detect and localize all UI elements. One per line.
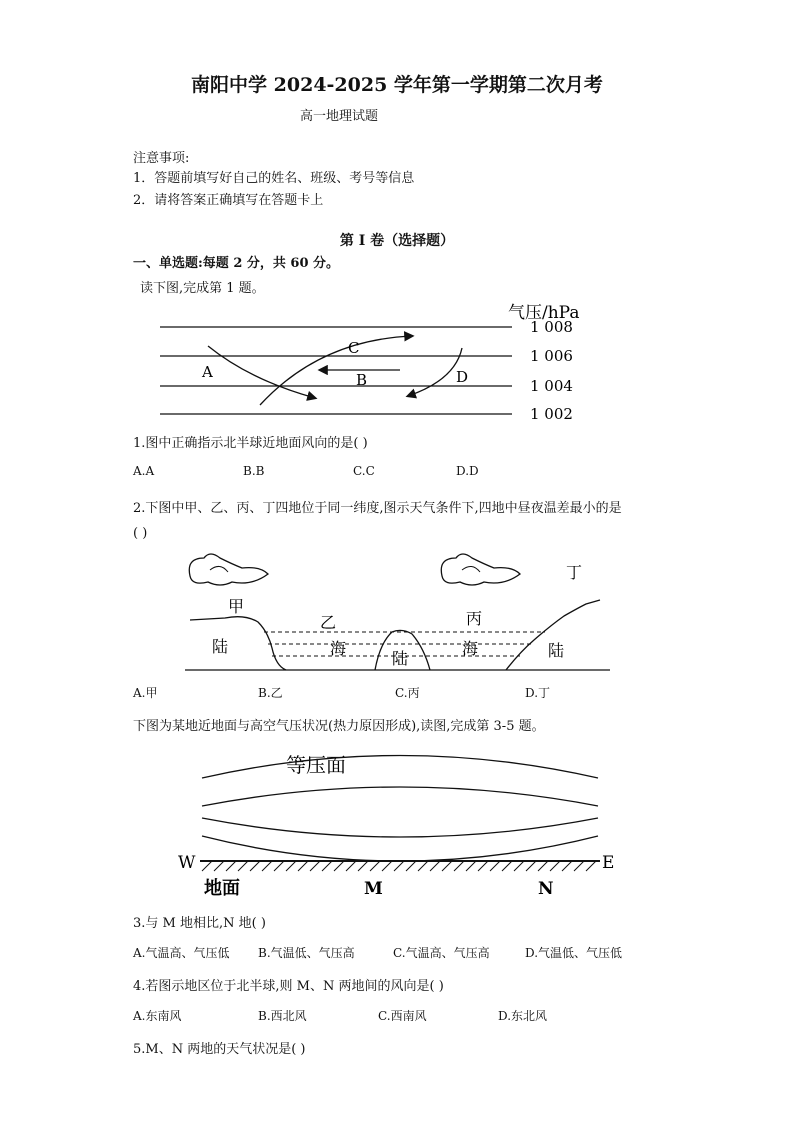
isobar-value: 1 002 bbox=[530, 405, 573, 423]
intro-q1: 读下图,完成第 1 题。 bbox=[140, 281, 265, 296]
east-label: E bbox=[602, 853, 615, 873]
cloud-icon bbox=[189, 554, 268, 585]
q2-option-c: C.丙 bbox=[395, 686, 420, 700]
q2-option-a: A.甲 bbox=[133, 686, 158, 700]
q3-option-b: B.气温低、气压高 bbox=[258, 946, 355, 960]
land-label: 陆 bbox=[548, 641, 565, 660]
q1-option-b: B.B bbox=[243, 464, 265, 478]
isobar-value: 1 006 bbox=[530, 347, 573, 365]
q2-option-d: D.丁 bbox=[525, 686, 551, 700]
unit-label: 气压/hPa bbox=[508, 303, 580, 323]
sea-label: 海 bbox=[462, 639, 479, 658]
page-subtitle: 高一地理试题 bbox=[300, 109, 379, 124]
q1-option-d: D.D bbox=[456, 464, 479, 478]
isobaric-label: 等压面 bbox=[286, 753, 346, 777]
q3-stem: 3.与 M 地相比,N 地( ) bbox=[133, 916, 266, 931]
notice-item-1: 1．答题前填写好自己的姓名、班级、考号等信息 bbox=[133, 171, 415, 186]
arrow-a-label: A bbox=[202, 363, 213, 381]
q4-stem: 4.若图示地区位于北半球,则 M、N 两地间的风向是( ) bbox=[133, 979, 444, 994]
q2-stem-cont: ( ) bbox=[133, 526, 148, 541]
label-yi: 乙 bbox=[320, 613, 337, 632]
notice-heading: 注意事项: bbox=[133, 151, 190, 166]
isobar-value: 1 008 bbox=[530, 318, 573, 336]
figure-isobars bbox=[150, 300, 630, 425]
sea-label: 海 bbox=[330, 639, 347, 658]
label-ding: 丁 bbox=[566, 563, 583, 582]
q5-stem: 5.M、N 两地的天气状况是( ) bbox=[133, 1042, 306, 1057]
q4-option-c: C.西南风 bbox=[378, 1009, 427, 1023]
q1-stem: 1.图中正确指示北半球近地面风向的是( ) bbox=[133, 436, 368, 451]
point-n-label: N bbox=[538, 879, 554, 899]
arrow-d-label: D bbox=[456, 368, 469, 386]
island-land-label: 陆 bbox=[392, 649, 409, 668]
q3-option-a: A.气温高、气压低 bbox=[133, 946, 230, 960]
q4-option-b: B.西北风 bbox=[258, 1009, 307, 1023]
figure-isobaric-surfaces bbox=[170, 738, 630, 903]
isobar-value: 1 004 bbox=[530, 377, 573, 395]
west-label: W bbox=[178, 853, 196, 873]
arrow-b-label: B bbox=[356, 371, 368, 389]
point-m-label: M bbox=[364, 879, 383, 899]
page-title: 南阳中学 2024-2025 学年第一学期第二次月考 bbox=[191, 74, 603, 96]
notice-item-2: 2．请将答案正确填写在答题卡上 bbox=[133, 193, 324, 208]
q3-option-d: D.气温低、气压低 bbox=[525, 946, 623, 960]
q1-option-c: C.C bbox=[353, 464, 375, 478]
label-jia: 甲 bbox=[228, 597, 245, 616]
q1-option-a: A.A bbox=[133, 464, 155, 478]
q2-option-b: B.乙 bbox=[258, 686, 283, 700]
q3-option-c: C.气温高、气压高 bbox=[393, 946, 490, 960]
arrow-c-label: C bbox=[348, 339, 360, 357]
part-heading: 一、单选题:每题 2 分，共 60 分。 bbox=[133, 256, 340, 271]
cloud-icon bbox=[441, 554, 520, 585]
section-title: 第 I 卷（选择题） bbox=[339, 233, 455, 249]
left-land bbox=[190, 617, 286, 670]
land-label: 陆 bbox=[212, 637, 229, 656]
figure-land-sea bbox=[180, 548, 620, 678]
q2-stem: 2.下图中甲、乙、丙、丁四地位于同一纬度,图示天气条件下,四地中昼夜温差最小的是 bbox=[133, 501, 622, 516]
ground-label: 地面 bbox=[204, 878, 240, 899]
intro-q3-5: 下图为某地近地面与高空气压状况(热力原因形成),读图,完成第 3-5 题。 bbox=[133, 719, 545, 734]
q4-option-a: A.东南风 bbox=[133, 1009, 182, 1023]
arrow-d bbox=[408, 348, 462, 396]
q4-option-d: D.东北风 bbox=[498, 1009, 548, 1023]
label-bing: 丙 bbox=[466, 609, 483, 628]
